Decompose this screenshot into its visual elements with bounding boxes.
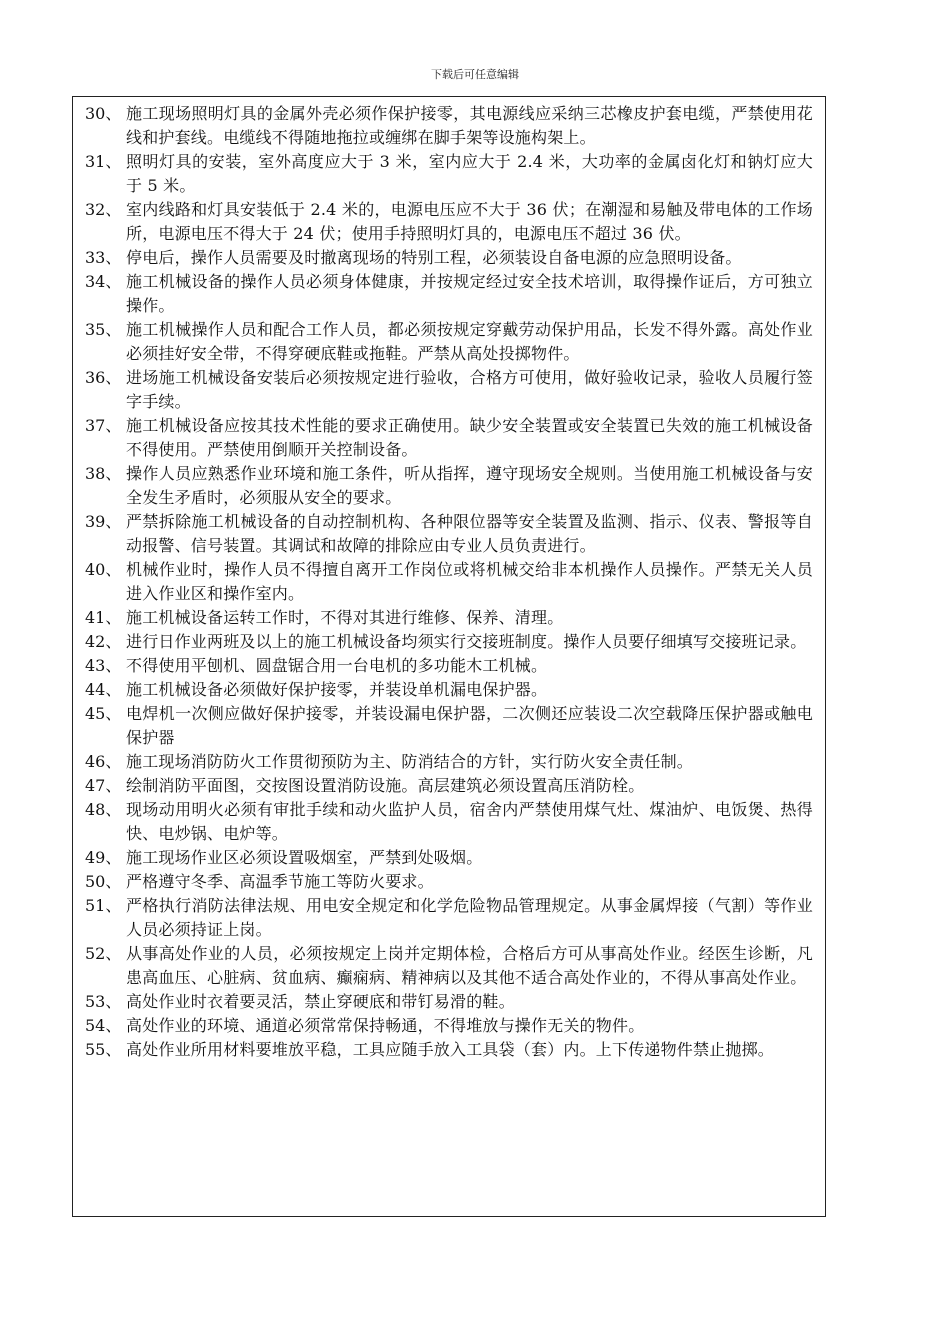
rule-text: 施工机械设备运转工作时，不得对其进行维修、保养、清理。: [126, 608, 564, 627]
rule-number: 42、: [85, 632, 122, 651]
rule-text: 绘制消防平面图，交按图设置消防设施。高层建筑必须设置高压消防栓。: [126, 776, 645, 795]
rule-number: 38、: [85, 464, 122, 483]
rule-number: 36、: [85, 368, 122, 387]
rule-item: [85, 846, 813, 870]
rule-item: [85, 702, 813, 750]
rule-text: 严格遵守冬季、高温季节施工等防火要求。: [126, 872, 434, 891]
rule-number: 41、: [85, 608, 122, 627]
rule-number: 40、: [85, 560, 122, 579]
rule-number: 53、: [85, 992, 122, 1011]
rule-number: 30、: [85, 104, 122, 123]
rule-number: 33、: [85, 248, 122, 267]
rule-number: 35、: [85, 320, 122, 339]
rule-text: 操作人员应熟悉作业环境和施工条件，听从指挥，遵守现场安全规则。当使用施工机械设备与安全发生矛盾时，必须服从安全的要求。: [126, 464, 813, 507]
rule-number: 52、: [85, 944, 122, 963]
rule-text: 施工现场作业区必须设置吸烟室，严禁到处吸烟。: [126, 848, 483, 867]
rule-item: [85, 798, 813, 846]
rule-item: [85, 678, 813, 702]
rule-number: 49、: [85, 848, 122, 867]
rule-item: [85, 510, 813, 558]
rule-number: 50、: [85, 872, 122, 891]
rule-text: 严禁拆除施工机械设备的自动控制机构、各种限位器等安全装置及监测、指示、仪表、警报等自动报警、信号装置。其调试和故障的排除应由专业人员负责进行。: [126, 512, 813, 555]
page-header: 下载后可任意编辑: [431, 68, 519, 81]
rule-text: 施工机械设备应按其技术性能的要求正确使用。缺少安全装置或安全装置已失效的施工机械设备不得使用。严禁使用倒顺开关控制设备。: [126, 416, 813, 459]
rule-text: 不得使用平刨机、圆盘锯合用一台电机的多功能木工机械。: [126, 656, 548, 675]
rule-text: 室内线路和灯具安装低于 2.4 米的，电源电压应不大于 36 伏；在潮湿和易触及带电体的工作场所，电源电压不得大于 24 伏；使用手持照明灯具的，电源电压不超过 36 伏。: [126, 200, 813, 243]
rule-item: [85, 942, 813, 990]
rule-text: 施工现场照明灯具的金属外壳必须作保护接零，其电源线应采纳三芯橡皮护套电缆，严禁使用花线和护套线。电缆线不得随地拖拉或缠绑在脚手架等设施构架上。: [126, 104, 813, 147]
rule-number: 34、: [85, 272, 122, 291]
rule-number: 48、: [85, 800, 122, 819]
rule-number: 46、: [85, 752, 122, 771]
rule-item: [85, 246, 813, 270]
rule-text: 施工现场消防防火工作贯彻预防为主、防消结合的方针，实行防火安全责任制。: [126, 752, 694, 771]
rule-text: 严格执行消防法律法规、用电安全规定和化学危险物品管理规定。从事金属焊接（气割）等作业人员必须持证上岗。: [126, 896, 813, 939]
rule-text: 高处作业时衣着要灵活，禁止穿硬底和带钉易滑的鞋。: [126, 992, 515, 1011]
rule-number: 43、: [85, 656, 122, 675]
rule-number: 47、: [85, 776, 122, 795]
rule-number: 44、: [85, 680, 122, 699]
rule-number: 39、: [85, 512, 122, 531]
rules-list: [85, 102, 813, 1062]
rule-number: 54、: [85, 1016, 122, 1035]
rule-item: [85, 198, 813, 246]
rule-text: 机械作业时，操作人员不得擅自离开工作岗位或将机械交给非本机操作人员操作。严禁无关人员进入作业区和操作室内。: [126, 560, 813, 603]
rule-item: [85, 366, 813, 414]
rule-item: [85, 654, 813, 678]
rule-item: [85, 414, 813, 462]
rule-item: [85, 318, 813, 366]
rule-item: [85, 150, 813, 198]
rule-item: [85, 630, 813, 654]
rule-item: [85, 102, 813, 150]
rule-item: [85, 774, 813, 798]
rule-number: 55、: [85, 1040, 122, 1059]
rule-item: [85, 1038, 813, 1062]
rule-item: [85, 870, 813, 894]
rule-item: [85, 990, 813, 1014]
rule-text: 施工机械设备的操作人员必须身体健康，并按规定经过安全技术培训，取得操作证后，方可独立操作。: [126, 272, 813, 315]
rule-text: 进行日作业两班及以上的施工机械设备均须实行交接班制度。操作人员要仔细填写交接班记录。: [126, 632, 807, 651]
rule-item: [85, 270, 813, 318]
rule-text: 高处作业的环境、通道必须常常保持畅通，不得堆放与操作无关的物件。: [126, 1016, 645, 1035]
rule-item: [85, 606, 813, 630]
rule-text: 进场施工机械设备安装后必须按规定进行验收，合格方可使用，做好验收记录，验收人员履行签字手续。: [126, 368, 813, 411]
rule-text: 现场动用明火必须有审批手续和动火监护人员，宿舍内严禁使用煤气灶、煤油炉、电饭煲、热得快、电炒锅、电炉等。: [126, 800, 813, 843]
rule-text: 施工机械设备必须做好保护接零，并装设单机漏电保护器。: [126, 680, 548, 699]
rule-item: [85, 750, 813, 774]
rule-text: 施工机械操作人员和配合工作人员，都必须按规定穿戴劳动保护用品，长发不得外露。高处作业必须挂好安全带，不得穿硬底鞋或拖鞋。严禁从高处投掷物件。: [126, 320, 813, 363]
rule-text: 照明灯具的安装，室外高度应大于 3 米，室内应大于 2.4 米，大功率的金属卤化灯和钠灯应大于 5 米。: [126, 152, 813, 195]
rule-text: 从事高处作业的人员，必须按规定上岗并定期体检，合格后方可从事高处作业。经医生诊断，凡患高血压、心脏病、贫血病、癫痫病、精神病以及其他不适合高处作业的，不得从事高处作业。: [126, 944, 813, 987]
rule-number: 37、: [85, 416, 122, 435]
document-content-box: [72, 96, 826, 1217]
rule-item: [85, 1014, 813, 1038]
rule-number: 32、: [85, 200, 122, 219]
rule-number: 45、: [85, 704, 122, 723]
rule-number: 51、: [85, 896, 122, 915]
rule-item: [85, 894, 813, 942]
rule-text: 停电后，操作人员需要及时撤离现场的特别工程，必须装设自备电源的应急照明设备。: [126, 248, 742, 267]
rule-number: 31、: [85, 152, 122, 171]
rule-text: 高处作业所用材料要堆放平稳，工具应随手放入工具袋（套）内。上下传递物件禁止抛掷。: [126, 1040, 775, 1059]
rule-item: [85, 558, 813, 606]
rule-text: 电焊机一次侧应做好保护接零，并装设漏电保护器，二次侧还应装设二次空载降压保护器或触电保护器: [126, 704, 813, 747]
rule-item: [85, 462, 813, 510]
